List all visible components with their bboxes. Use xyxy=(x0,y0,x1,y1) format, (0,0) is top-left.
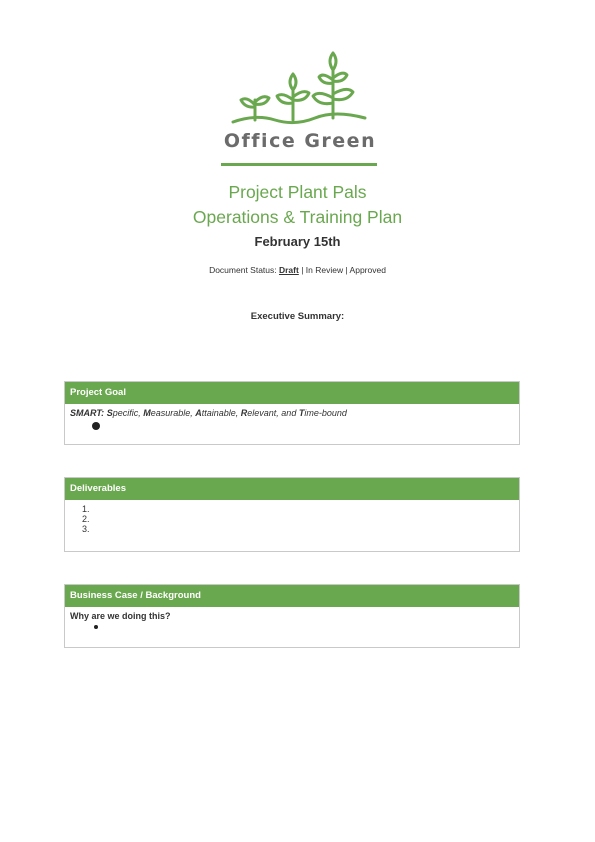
smart-word: ttainable, xyxy=(201,408,241,418)
smart-letter: M xyxy=(143,408,151,418)
list-item xyxy=(92,524,514,534)
logo-wordmark: Office Green xyxy=(223,130,377,152)
smart-word: easurable, xyxy=(150,408,196,418)
logo-underline xyxy=(221,163,377,166)
project-goal-box xyxy=(64,381,520,445)
smart-line xyxy=(70,408,514,418)
smart-word: ime-bound xyxy=(304,408,347,418)
bullet-point xyxy=(94,625,98,629)
deliverables-header: Deliverables xyxy=(65,478,519,500)
office-green-logo xyxy=(215,50,385,170)
plants-icon xyxy=(215,50,385,130)
list-item xyxy=(92,514,514,524)
business-case-body xyxy=(65,607,519,635)
business-case-box xyxy=(64,584,520,648)
business-case-header: Business Case / Background xyxy=(65,585,519,607)
deliverables-list xyxy=(70,504,514,534)
smart-prefix: SMART: xyxy=(70,408,105,418)
smart-letter: S xyxy=(106,408,113,418)
document-title-line-2: Operations & Training Plan xyxy=(192,207,403,227)
executive-summary-heading: Executive Summary: xyxy=(250,311,345,322)
smart-letter: R xyxy=(240,408,248,418)
project-goal-body xyxy=(65,404,519,436)
document-date: February 15th xyxy=(254,234,341,249)
list-item xyxy=(92,504,514,514)
smart-word: elevant, and xyxy=(247,408,299,418)
smart-letter: T xyxy=(298,408,305,418)
document-title-line-1: Project Plant Pals xyxy=(228,182,367,202)
business-case-question: Why are we doing this? xyxy=(70,611,171,621)
deliverables-box xyxy=(64,477,520,552)
smart-letter: A xyxy=(195,408,202,418)
status-prefix: Document Status: xyxy=(209,265,279,275)
bullet-point xyxy=(92,422,100,430)
document-status xyxy=(0,265,595,275)
status-rest: | In Review | Approved xyxy=(298,265,386,275)
deliverables-body xyxy=(65,500,519,538)
status-draft: Draft xyxy=(278,265,299,275)
smart-word: pecific, xyxy=(112,408,144,418)
project-goal-header: Project Goal xyxy=(65,382,519,404)
